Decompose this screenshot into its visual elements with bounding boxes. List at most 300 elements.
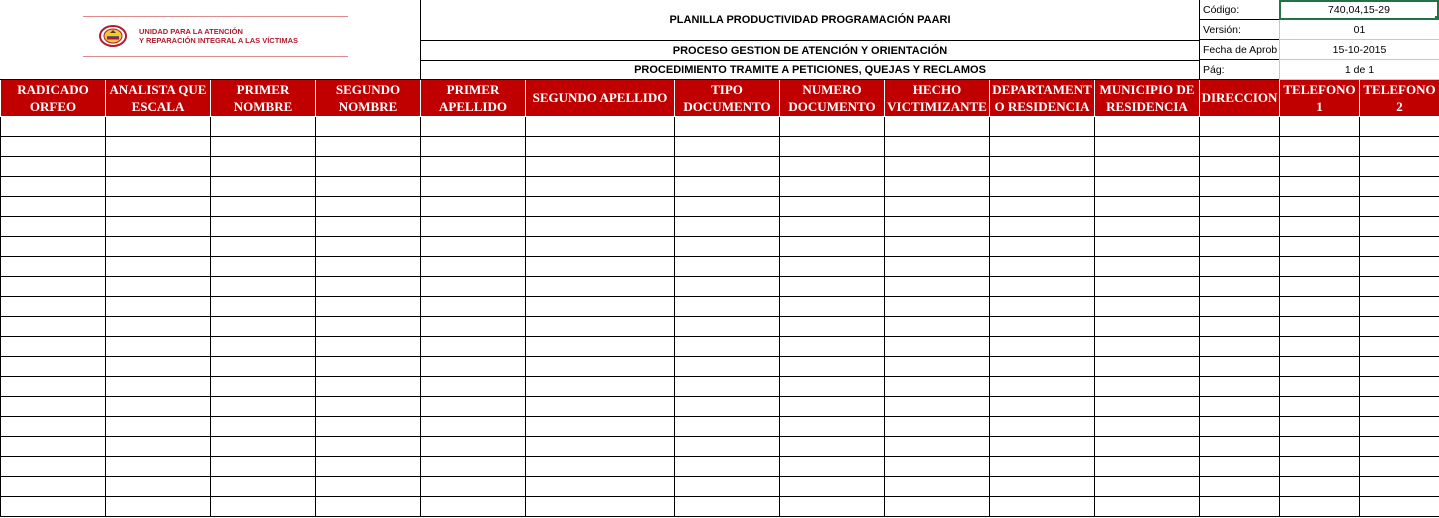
grid-cell[interactable] <box>526 496 675 516</box>
grid-cell[interactable] <box>316 396 421 416</box>
grid-cell[interactable] <box>1095 156 1200 176</box>
grid-cell[interactable] <box>1095 236 1200 256</box>
grid-cell[interactable] <box>316 476 421 496</box>
grid-cell[interactable] <box>885 156 990 176</box>
sheet-title-cell[interactable] <box>421 0 1199 41</box>
grid-cell[interactable] <box>421 496 526 516</box>
grid-cell[interactable] <box>421 176 526 196</box>
grid-cell[interactable] <box>526 176 675 196</box>
grid-cell[interactable] <box>316 456 421 476</box>
grid-cell[interactable] <box>1280 236 1360 256</box>
grid-cell[interactable] <box>990 276 1095 296</box>
grid-cell[interactable] <box>1200 216 1280 236</box>
grid-cell[interactable] <box>1280 316 1360 336</box>
grid-cell[interactable] <box>1 216 106 236</box>
grid-cell[interactable] <box>990 356 1095 376</box>
grid-cell[interactable] <box>675 256 780 276</box>
grid-cell[interactable] <box>1 156 106 176</box>
grid-cell[interactable] <box>106 296 211 316</box>
grid-cell[interactable] <box>1280 396 1360 416</box>
grid-cell[interactable] <box>316 256 421 276</box>
grid-cell[interactable] <box>780 456 885 476</box>
grid-cell[interactable] <box>421 336 526 356</box>
grid-cell[interactable] <box>1095 336 1200 356</box>
grid-cell[interactable] <box>780 216 885 236</box>
grid-cell[interactable] <box>675 336 780 356</box>
grid-cell[interactable] <box>1200 316 1280 336</box>
grid-cell[interactable] <box>1 476 106 496</box>
grid-cell[interactable] <box>421 276 526 296</box>
grid-cell[interactable] <box>990 156 1095 176</box>
grid-cell[interactable] <box>106 236 211 256</box>
grid-cell[interactable] <box>526 156 675 176</box>
grid-cell[interactable] <box>675 196 780 216</box>
grid-cell[interactable] <box>1095 196 1200 216</box>
grid-cell[interactable] <box>211 296 316 316</box>
grid-cell[interactable] <box>1280 176 1360 196</box>
grid-cell[interactable] <box>1 436 106 456</box>
grid-cell[interactable] <box>1360 396 1439 416</box>
grid-cell[interactable] <box>990 376 1095 396</box>
grid-cell[interactable] <box>1280 436 1360 456</box>
grid-cell[interactable] <box>990 196 1095 216</box>
grid-cell[interactable] <box>1095 356 1200 376</box>
grid-cell[interactable] <box>990 236 1095 256</box>
grid-cell[interactable] <box>1360 196 1439 216</box>
grid-cell[interactable] <box>211 456 316 476</box>
grid-cell[interactable] <box>526 396 675 416</box>
column-header-telefono-1[interactable]: TELEFONO 1 <box>1280 80 1360 116</box>
grid-cell[interactable] <box>990 116 1095 136</box>
grid-cell[interactable] <box>1360 136 1439 156</box>
grid-cell[interactable] <box>780 436 885 456</box>
grid-cell[interactable] <box>1280 116 1360 136</box>
grid-cell[interactable] <box>885 476 990 496</box>
grid-cell[interactable] <box>106 356 211 376</box>
grid-cell[interactable] <box>526 436 675 456</box>
grid-cell[interactable] <box>780 276 885 296</box>
column-header-primer-apellido[interactable]: PRIMER APELLIDO <box>421 80 526 116</box>
grid-cell[interactable] <box>990 496 1095 516</box>
grid-cell[interactable] <box>1095 436 1200 456</box>
grid-cell[interactable] <box>675 456 780 476</box>
grid-cell[interactable] <box>885 456 990 476</box>
meta-date-label[interactable] <box>1199 40 1279 60</box>
grid-cell[interactable] <box>106 156 211 176</box>
grid-cell[interactable] <box>780 296 885 316</box>
grid-cell[interactable] <box>1095 176 1200 196</box>
column-header-hecho-victimizante[interactable]: HECHO VICTIMIZANTE <box>885 80 990 116</box>
grid-cell[interactable] <box>1360 436 1439 456</box>
grid-cell[interactable] <box>780 336 885 356</box>
grid-cell[interactable] <box>211 376 316 396</box>
grid-cell[interactable] <box>526 376 675 396</box>
grid-cell[interactable] <box>106 116 211 136</box>
grid-cell[interactable] <box>316 276 421 296</box>
grid-cell[interactable] <box>211 156 316 176</box>
grid-cell[interactable] <box>526 456 675 476</box>
grid-cell[interactable] <box>106 316 211 336</box>
grid-cell[interactable] <box>1360 296 1439 316</box>
meta-code-value-cell[interactable] <box>1279 0 1439 20</box>
grid-cell[interactable] <box>316 216 421 236</box>
grid-cell[interactable] <box>885 136 990 156</box>
grid-cell[interactable] <box>780 116 885 136</box>
grid-cell[interactable] <box>990 216 1095 236</box>
grid-cell[interactable] <box>316 376 421 396</box>
grid-cell[interactable] <box>106 496 211 516</box>
grid-cell[interactable] <box>1200 456 1280 476</box>
grid-cell[interactable] <box>316 496 421 516</box>
grid-cell[interactable] <box>1280 156 1360 176</box>
grid-cell[interactable] <box>675 396 780 416</box>
grid-cell[interactable] <box>1095 276 1200 296</box>
grid-cell[interactable] <box>885 276 990 296</box>
grid-cell[interactable] <box>106 196 211 216</box>
grid-cell[interactable] <box>526 196 675 216</box>
column-header-primer-nombre[interactable]: PRIMER NOMBRE <box>211 80 316 116</box>
grid-cell[interactable] <box>885 176 990 196</box>
grid-cell[interactable] <box>316 236 421 256</box>
grid-cell[interactable] <box>1200 176 1280 196</box>
grid-cell[interactable] <box>1360 236 1439 256</box>
grid-cell[interactable] <box>990 416 1095 436</box>
grid-cell[interactable] <box>885 436 990 456</box>
grid-cell[interactable] <box>211 176 316 196</box>
grid-cell[interactable] <box>421 396 526 416</box>
grid-cell[interactable] <box>1360 416 1439 436</box>
grid-cell[interactable] <box>1200 356 1280 376</box>
grid-cell[interactable] <box>1360 276 1439 296</box>
grid-cell[interactable] <box>526 296 675 316</box>
column-header-departamento-residencia[interactable]: DEPARTAMENT O RESIDENCIA <box>990 80 1095 116</box>
grid-cell[interactable] <box>1 176 106 196</box>
grid-cell[interactable] <box>990 136 1095 156</box>
grid-cell[interactable] <box>1360 256 1439 276</box>
grid-cell[interactable] <box>526 136 675 156</box>
logo-cell[interactable] <box>0 0 421 80</box>
grid-cell[interactable] <box>1095 476 1200 496</box>
meta-page-value-cell[interactable] <box>1279 60 1439 80</box>
grid-cell[interactable] <box>675 296 780 316</box>
grid-cell[interactable] <box>1095 316 1200 336</box>
grid-cell[interactable] <box>1200 436 1280 456</box>
grid-cell[interactable] <box>1360 336 1439 356</box>
grid-cell[interactable] <box>106 336 211 356</box>
grid-cell[interactable] <box>885 336 990 356</box>
grid-cell[interactable] <box>885 316 990 336</box>
grid-cell[interactable] <box>211 216 316 236</box>
grid-cell[interactable] <box>211 336 316 356</box>
grid-cell[interactable] <box>316 156 421 176</box>
grid-cell[interactable] <box>675 116 780 136</box>
grid-cell[interactable] <box>780 256 885 276</box>
grid-cell[interactable] <box>526 476 675 496</box>
grid-cell[interactable] <box>675 176 780 196</box>
grid-cell[interactable] <box>421 416 526 436</box>
grid-cell[interactable] <box>885 116 990 136</box>
grid-cell[interactable] <box>1 496 106 516</box>
grid-cell[interactable] <box>421 256 526 276</box>
grid-cell[interactable] <box>1 256 106 276</box>
grid-cell[interactable] <box>1360 316 1439 336</box>
grid-cell[interactable] <box>1200 196 1280 216</box>
grid-cell[interactable] <box>780 156 885 176</box>
grid-cell[interactable] <box>1280 216 1360 236</box>
grid-cell[interactable] <box>211 416 316 436</box>
grid-cell[interactable] <box>316 436 421 456</box>
grid-cell[interactable] <box>1360 356 1439 376</box>
grid-cell[interactable] <box>1 316 106 336</box>
grid-cell[interactable] <box>780 356 885 376</box>
grid-cell[interactable] <box>1 236 106 256</box>
procedure-title-cell[interactable] <box>421 61 1199 80</box>
grid-cell[interactable] <box>780 476 885 496</box>
grid-cell[interactable] <box>1280 276 1360 296</box>
grid-cell[interactable] <box>990 476 1095 496</box>
grid-cell[interactable] <box>885 376 990 396</box>
grid-cell[interactable] <box>885 356 990 376</box>
grid-cell[interactable] <box>1 276 106 296</box>
grid-cell[interactable] <box>1095 496 1200 516</box>
grid-cell[interactable] <box>1200 376 1280 396</box>
grid-cell[interactable] <box>1200 276 1280 296</box>
grid-cell[interactable] <box>1095 456 1200 476</box>
grid-cell[interactable] <box>1200 136 1280 156</box>
grid-cell[interactable] <box>1200 416 1280 436</box>
grid-cell[interactable] <box>316 296 421 316</box>
grid-cell[interactable] <box>780 176 885 196</box>
meta-code-label[interactable] <box>1199 0 1279 20</box>
grid-cell[interactable] <box>211 476 316 496</box>
grid-cell[interactable] <box>106 176 211 196</box>
grid-cell[interactable] <box>106 396 211 416</box>
grid-cell[interactable] <box>1280 456 1360 476</box>
grid-cell[interactable] <box>1200 156 1280 176</box>
grid-cell[interactable] <box>526 416 675 436</box>
grid-cell[interactable] <box>1280 356 1360 376</box>
grid-cell[interactable] <box>316 196 421 216</box>
grid-cell[interactable] <box>1280 376 1360 396</box>
grid-cell[interactable] <box>421 216 526 236</box>
grid-cell[interactable] <box>885 416 990 436</box>
grid-cell[interactable] <box>316 356 421 376</box>
grid-cell[interactable] <box>526 236 675 256</box>
grid-cell[interactable] <box>211 116 316 136</box>
grid-cell[interactable] <box>675 436 780 456</box>
grid-cell[interactable] <box>1200 396 1280 416</box>
grid-cell[interactable] <box>211 396 316 416</box>
grid-cell[interactable] <box>1360 216 1439 236</box>
grid-cell[interactable] <box>526 336 675 356</box>
grid-cell[interactable] <box>106 476 211 496</box>
grid-cell[interactable] <box>1 456 106 476</box>
column-header-segundo-apellido[interactable]: SEGUNDO APELLIDO <box>526 80 675 116</box>
grid-cell[interactable] <box>421 436 526 456</box>
grid-cell[interactable] <box>1280 296 1360 316</box>
grid-cell[interactable] <box>316 416 421 436</box>
grid-cell[interactable] <box>990 456 1095 476</box>
grid-cell[interactable] <box>1360 116 1439 136</box>
grid-cell[interactable] <box>885 216 990 236</box>
grid-cell[interactable] <box>211 276 316 296</box>
grid-cell[interactable] <box>885 396 990 416</box>
grid-cell[interactable] <box>316 336 421 356</box>
grid-cell[interactable] <box>106 216 211 236</box>
grid-cell[interactable] <box>1200 296 1280 316</box>
grid-cell[interactable] <box>780 236 885 256</box>
grid-cell[interactable] <box>1095 396 1200 416</box>
grid-cell[interactable] <box>675 316 780 336</box>
grid-cell[interactable] <box>1360 456 1439 476</box>
grid-cell[interactable] <box>211 196 316 216</box>
grid-cell[interactable] <box>675 156 780 176</box>
grid-cell[interactable] <box>106 256 211 276</box>
grid-cell[interactable] <box>1360 496 1439 516</box>
meta-date-value-cell[interactable] <box>1279 40 1439 60</box>
grid-cell[interactable] <box>211 496 316 516</box>
grid-cell[interactable] <box>885 496 990 516</box>
grid-cell[interactable] <box>1095 256 1200 276</box>
grid-cell[interactable] <box>1 356 106 376</box>
grid-cell[interactable] <box>526 316 675 336</box>
grid-cell[interactable] <box>1200 336 1280 356</box>
column-header-radicado-orfeo[interactable]: RADICADO ORFEO <box>1 80 106 116</box>
grid-cell[interactable] <box>1200 116 1280 136</box>
grid-cell[interactable] <box>526 256 675 276</box>
grid-cell[interactable] <box>780 396 885 416</box>
grid-cell[interactable] <box>421 156 526 176</box>
grid-cell[interactable] <box>316 116 421 136</box>
grid-cell[interactable] <box>1200 256 1280 276</box>
meta-version-label[interactable] <box>1199 20 1279 40</box>
grid-cell[interactable] <box>1095 216 1200 236</box>
grid-cell[interactable] <box>1 196 106 216</box>
grid-cell[interactable] <box>885 236 990 256</box>
grid-cell[interactable] <box>780 496 885 516</box>
grid-cell[interactable] <box>1280 416 1360 436</box>
grid-cell[interactable] <box>1280 136 1360 156</box>
grid-cell[interactable] <box>675 476 780 496</box>
grid-cell[interactable] <box>990 396 1095 416</box>
grid-cell[interactable] <box>990 296 1095 316</box>
grid-cell[interactable] <box>1280 196 1360 216</box>
grid-cell[interactable] <box>106 136 211 156</box>
grid-cell[interactable] <box>1200 236 1280 256</box>
grid-cell[interactable] <box>316 176 421 196</box>
column-header-telefono-2[interactable]: TELEFONO 2 <box>1360 80 1439 116</box>
grid-cell[interactable] <box>675 216 780 236</box>
grid-cell[interactable] <box>526 356 675 376</box>
grid-cell[interactable] <box>211 436 316 456</box>
grid-cell[interactable] <box>1 416 106 436</box>
grid-cell[interactable] <box>1200 496 1280 516</box>
grid-cell[interactable] <box>1095 296 1200 316</box>
grid-cell[interactable] <box>526 216 675 236</box>
process-title-cell[interactable] <box>421 41 1199 61</box>
meta-page-label[interactable] <box>1199 60 1279 80</box>
grid-cell[interactable] <box>316 136 421 156</box>
grid-cell[interactable] <box>1 376 106 396</box>
grid-cell[interactable] <box>1 136 106 156</box>
grid-cell[interactable] <box>1280 496 1360 516</box>
grid-cell[interactable] <box>780 416 885 436</box>
column-header-segundo-nombre[interactable]: SEGUNDO NOMBRE <box>316 80 421 116</box>
grid-cell[interactable] <box>211 356 316 376</box>
grid-cell[interactable] <box>1280 336 1360 356</box>
grid-cell[interactable] <box>675 136 780 156</box>
grid-cell[interactable] <box>421 456 526 476</box>
column-header-direccion[interactable]: DIRECCION <box>1200 80 1280 116</box>
grid-cell[interactable] <box>780 316 885 336</box>
grid-cell[interactable] <box>421 136 526 156</box>
grid-cell[interactable] <box>106 416 211 436</box>
grid-cell[interactable] <box>885 296 990 316</box>
grid-cell[interactable] <box>990 436 1095 456</box>
grid-cell[interactable] <box>1360 156 1439 176</box>
grid-cell[interactable] <box>211 256 316 276</box>
grid-cell[interactable] <box>1095 136 1200 156</box>
column-header-tipo-documento[interactable]: TIPO DOCUMENTO <box>675 80 780 116</box>
grid-cell[interactable] <box>990 316 1095 336</box>
grid-cell[interactable] <box>1095 116 1200 136</box>
grid-cell[interactable] <box>990 176 1095 196</box>
grid-cell[interactable] <box>421 376 526 396</box>
grid-cell[interactable] <box>1095 416 1200 436</box>
grid-cell[interactable] <box>106 436 211 456</box>
column-header-numero-documento[interactable]: NUMERO DOCUMENTO <box>780 80 885 116</box>
grid-cell[interactable] <box>526 116 675 136</box>
meta-version-value-cell[interactable] <box>1279 20 1439 40</box>
grid-cell[interactable] <box>421 116 526 136</box>
grid-cell[interactable] <box>990 256 1095 276</box>
grid-cell[interactable] <box>675 276 780 296</box>
grid-cell[interactable] <box>106 456 211 476</box>
grid-cell[interactable] <box>526 276 675 296</box>
grid-cell[interactable] <box>421 356 526 376</box>
grid-cell[interactable] <box>675 376 780 396</box>
grid-cell[interactable] <box>421 316 526 336</box>
grid-cell[interactable] <box>1095 376 1200 396</box>
grid-cell[interactable] <box>675 416 780 436</box>
grid-cell[interactable] <box>675 356 780 376</box>
grid-cell[interactable] <box>211 316 316 336</box>
grid-cell[interactable] <box>990 336 1095 356</box>
grid-cell[interactable] <box>1 116 106 136</box>
grid-cell[interactable] <box>106 376 211 396</box>
column-header-analista-que-escala[interactable]: ANALISTA QUE ESCALA <box>106 80 211 116</box>
grid-cell[interactable] <box>421 236 526 256</box>
grid-cell[interactable] <box>421 196 526 216</box>
grid-cell[interactable] <box>885 256 990 276</box>
grid-cell[interactable] <box>421 296 526 316</box>
grid-cell[interactable] <box>675 496 780 516</box>
grid-cell[interactable] <box>1360 176 1439 196</box>
grid-cell[interactable] <box>1200 476 1280 496</box>
grid-cell[interactable] <box>211 136 316 156</box>
grid-cell[interactable] <box>1 396 106 416</box>
grid-cell[interactable] <box>1280 256 1360 276</box>
grid-cell[interactable] <box>780 376 885 396</box>
grid-cell[interactable] <box>1360 476 1439 496</box>
grid-cell[interactable] <box>106 276 211 296</box>
grid-cell[interactable] <box>1280 476 1360 496</box>
grid-cell[interactable] <box>1360 376 1439 396</box>
grid-cell[interactable] <box>675 236 780 256</box>
column-header-municipio-residencia[interactable]: MUNICIPIO DE RESIDENCIA <box>1095 80 1200 116</box>
grid-cell[interactable] <box>316 316 421 336</box>
grid-cell[interactable] <box>1 336 106 356</box>
